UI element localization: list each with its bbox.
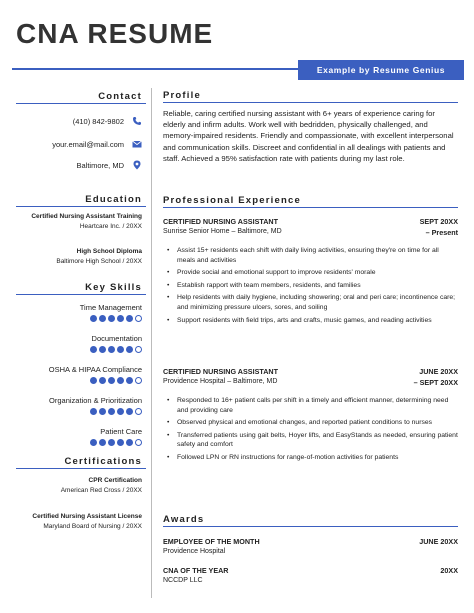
job-bullet: • Responded to 16+ patient calls per shift in a timely and efficient manner, determining need and providing care <box>163 396 458 415</box>
experience-rule <box>163 207 458 208</box>
certifications-rule <box>16 468 146 469</box>
rating-dot-empty <box>135 315 142 322</box>
award-date: 20XX <box>440 566 458 575</box>
education-item <box>16 212 142 231</box>
job-bullet: • Establish rapport with team members, residents, and families <box>163 281 458 291</box>
rating-dot-filled <box>126 315 133 322</box>
job-bullet: • Help residents with daily hygiene, including showering; oral and peri care; incontinence care; and minimizing pressure ulcers, sores, and soiling <box>163 293 458 312</box>
skill-label: Patient Care <box>100 427 142 436</box>
job-bullet: • Support residents with field trips, arts and crafts, music games, and reading activities <box>163 316 458 326</box>
skill-label: Time Management <box>79 303 142 312</box>
experience-heading: Professional Experience <box>163 195 301 206</box>
job-bullet: • Assist 15+ residents each shift with daily living activities, ensuring they're on time for all meals and activities <box>163 246 458 265</box>
job-employer: Providence Hospital – Baltimore, MD <box>163 378 278 385</box>
job-entry <box>163 217 458 237</box>
skill-label: Organization & Prioritization <box>49 396 142 405</box>
profile-text: Reliable, caring certified nursing assistant with 6+ years of experience caring for elderly and infirm adults. Work well with bedridden, physically challenged, and memory-impaired residents. Friendly and compassionate, with excellent interpersonal and communication skills. Discreet and confidential in all dealings with patients and staff. Achieved a 95% satisfaction rate with patients during my last role. <box>163 109 454 163</box>
education-heading: Education <box>85 194 142 205</box>
rating-dot-filled <box>108 408 115 415</box>
job-entry <box>163 367 458 387</box>
skill-rating <box>16 408 142 415</box>
rating-dot-filled <box>126 377 133 384</box>
skills-rule <box>16 294 146 295</box>
phone-text: (410) 842-9802 <box>72 116 124 126</box>
rating-dot-filled <box>90 315 97 322</box>
rating-dot-filled <box>99 315 106 322</box>
rating-dot-filled <box>99 408 106 415</box>
job-title: CERTIFIED NURSING ASSISTANT <box>163 367 279 376</box>
rating-dot-filled <box>117 439 124 446</box>
rating-dot-filled <box>126 346 133 353</box>
job-bullet: • Observed physical and emotional changes, and reported patient conditions to nurses <box>163 418 458 428</box>
job-bullets <box>163 246 458 328</box>
contact-location <box>16 160 142 170</box>
rating-dot-filled <box>117 346 124 353</box>
certification-title: CPR Certification <box>88 477 142 484</box>
certification-detail: American Red Cross / 20XX <box>60 486 142 494</box>
job-date-end: – Present <box>425 228 458 237</box>
job-bullet: • Followed LPN or RN instructions for range-of-motion activities for patients <box>163 453 458 463</box>
award-org: Providence Hospital <box>163 548 226 555</box>
awards-rule <box>163 526 458 527</box>
skill-rating <box>16 439 142 446</box>
rating-dot-filled <box>90 439 97 446</box>
rating-dot-filled <box>90 377 97 384</box>
skills-heading: Key Skills <box>85 282 142 293</box>
award-entry <box>163 566 458 584</box>
skill-label: Documentation <box>91 334 142 343</box>
rating-dot-filled <box>117 315 124 322</box>
header-rule <box>12 68 298 70</box>
phone-icon <box>132 116 142 126</box>
rating-dot-filled <box>90 346 97 353</box>
profile-rule <box>163 102 458 103</box>
contact-phone <box>16 116 142 126</box>
location-text: Baltimore, MD <box>76 160 124 170</box>
skill-label: OSHA & HIPAA Compliance <box>48 365 142 374</box>
rating-dot-filled <box>117 408 124 415</box>
rating-dot-filled <box>126 408 133 415</box>
education-title: High School Diploma <box>76 248 142 255</box>
profile-heading: Profile <box>163 90 201 101</box>
map-pin-icon <box>132 160 142 170</box>
certification-item <box>16 512 142 531</box>
rating-dot-filled <box>126 439 133 446</box>
rating-dot-empty <box>135 439 142 446</box>
rating-dot-filled <box>99 439 106 446</box>
email-text: your.email@mail.com <box>52 139 124 149</box>
job-bullets <box>163 396 458 466</box>
education-detail: Heartcare Inc. / 20XX <box>79 222 142 230</box>
rating-dot-filled <box>99 346 106 353</box>
contact-email <box>16 139 142 149</box>
rating-dot-filled <box>117 377 124 384</box>
education-rule <box>16 206 146 207</box>
award-title: CNA OF THE YEAR <box>163 566 229 575</box>
job-date-start: JUNE 20XX <box>419 367 458 376</box>
education-detail: Baltimore High School / 20XX <box>56 257 142 265</box>
contact-rule <box>16 103 146 104</box>
education-item <box>16 247 142 266</box>
envelope-icon <box>132 139 142 149</box>
award-title: EMPLOYEE OF THE MONTH <box>163 537 260 546</box>
rating-dot-filled <box>108 377 115 384</box>
skill-rating <box>16 315 142 322</box>
award-date: JUNE 20XX <box>419 537 458 546</box>
job-employer: Sunrise Senior Home – Baltimore, MD <box>163 228 282 235</box>
job-bullet: • Transferred patients using gait belts, Hoyer lifts, and EasyStands as needed, ensuring patient safety and comfort <box>163 431 458 450</box>
contact-heading: Contact <box>98 91 142 102</box>
awards-heading: Awards <box>163 514 205 525</box>
column-divider <box>151 88 152 598</box>
certification-detail: Maryland Board of Nursing / 20XX <box>43 522 142 530</box>
job-date-end: – SEPT 20XX <box>413 378 458 387</box>
rating-dot-filled <box>99 377 106 384</box>
certifications-heading: Certifications <box>64 456 142 467</box>
rating-dot-filled <box>108 346 115 353</box>
award-entry <box>163 537 458 555</box>
certification-item <box>16 476 142 495</box>
education-title: Certified Nursing Assistant Training <box>31 213 142 220</box>
rating-dot-empty <box>135 408 142 415</box>
skill-rating <box>16 377 142 384</box>
award-org: NCCDP LLC <box>163 577 203 584</box>
skill-rating <box>16 346 142 353</box>
certification-title: Certified Nursing Assistant License <box>32 513 142 520</box>
rating-dot-filled <box>108 439 115 446</box>
rating-dot-filled <box>90 408 97 415</box>
rating-dot-empty <box>135 346 142 353</box>
example-banner: Example by Resume Genius <box>298 60 464 80</box>
job-bullet: • Provide social and emotional support to improve residents' morale <box>163 268 458 278</box>
rating-dot-empty <box>135 377 142 384</box>
job-date-start: SEPT 20XX <box>419 217 458 226</box>
job-title: CERTIFIED NURSING ASSISTANT <box>163 217 279 226</box>
rating-dot-filled <box>108 315 115 322</box>
resume-title: CNA RESUME <box>16 18 214 49</box>
